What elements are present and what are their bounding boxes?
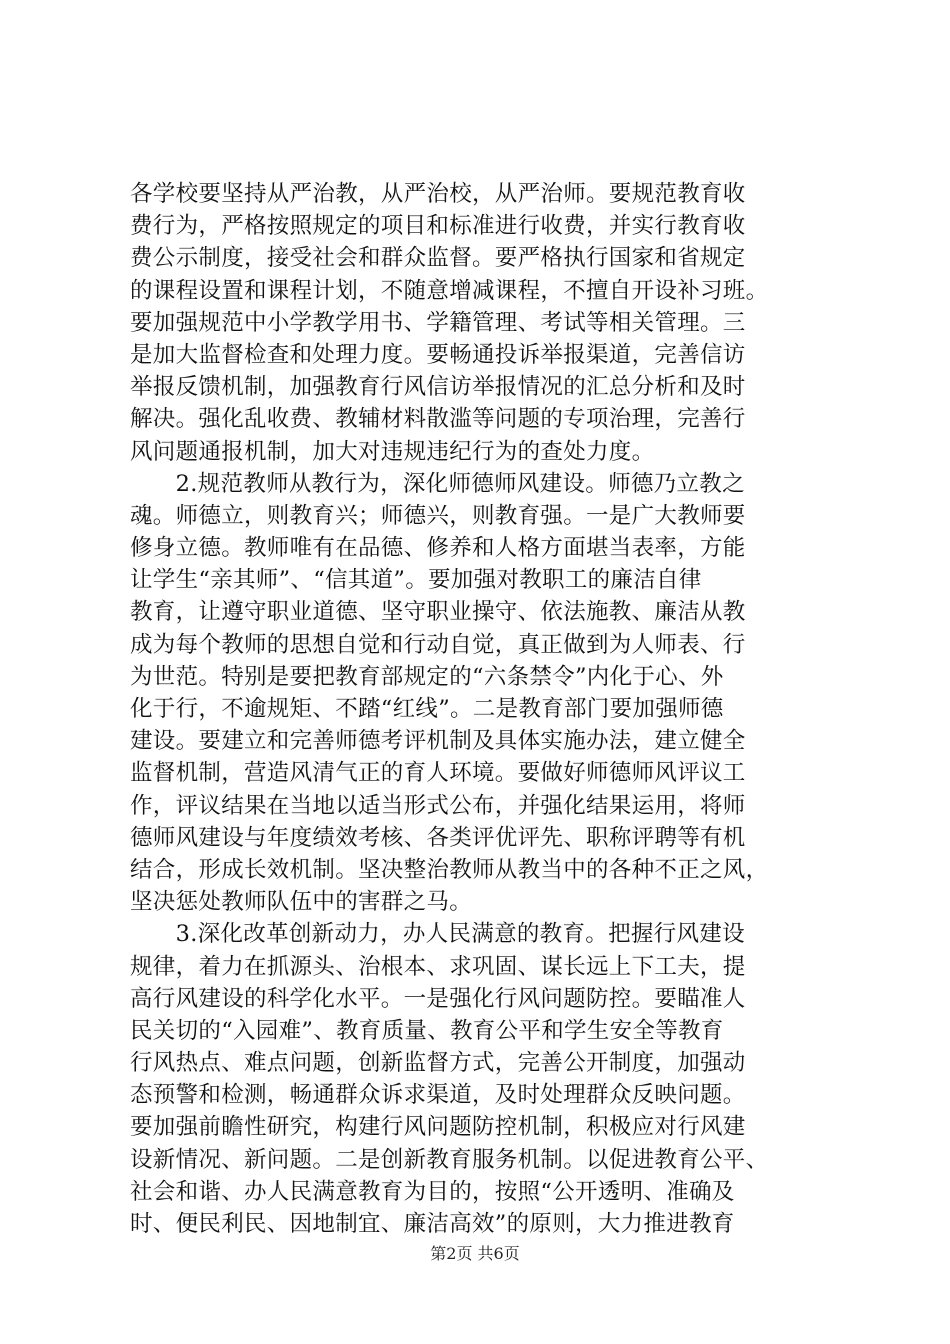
text-line: 高行风建设的科学化水平。一是强化行风问题防控。要瞄准人 bbox=[130, 985, 746, 1012]
text-line: 教育，让遵守职业道德、坚守职业操守、依法施教、廉洁从教 bbox=[130, 599, 746, 626]
text-line: 要加强前瞻性研究，构建行风问题防控机制，积极应对行风建 bbox=[130, 1114, 746, 1141]
text-line: 修身立德。教师唯有在品德、修养和人格方面堪当表率，方能 bbox=[130, 535, 746, 562]
text-line: 时、便民利民、因地制宜、廉洁高效”的原则，大力推进教育 bbox=[130, 1211, 735, 1237]
text-line: 化于行，不逾规矩、不踏“红线”。二是教育部门要加强师德 bbox=[130, 696, 724, 722]
text-line: 态预警和检测，畅通群众诉求渠道，及时处理群众反映问题。 bbox=[130, 1082, 746, 1109]
text-line: 是加大监督检查和处理力度。要畅通投诉举报渠道，完善信访 bbox=[130, 341, 746, 368]
text-line: 费行为，严格按照规定的项目和标准进行收费，并实行教育收 bbox=[130, 213, 746, 240]
text-line: 各学校要坚持从严治教，从严治校，从严治师。要规范教育收 bbox=[130, 181, 746, 207]
text-line: 民关切的“入园难”、教育质量、教育公平和学生安全等教育 bbox=[130, 1017, 724, 1044]
document-body bbox=[130, 178, 850, 1240]
text-line: 魂。师德立，则教育兴；师德兴，则教育强。一是广大教师要 bbox=[130, 502, 746, 529]
text-line: 坚决惩处教师队伍中的害群之马。 bbox=[130, 889, 473, 916]
text-line: 作，评议结果在当地以适当形式公布，并强化结果运用，将师 bbox=[130, 792, 746, 819]
text-line: 风问题通报机制，加大对违规违纪行为的查处力度。 bbox=[130, 438, 655, 465]
text-line: 解决。强化乱收费、教辅材料散滥等问题的专项治理，完善行 bbox=[130, 406, 746, 433]
text-line: 结合，形成长效机制。坚决整治教师从教当中的各种不正之风， bbox=[130, 856, 769, 883]
text-line: 费公示制度，接受社会和群众监督。要严格执行国家和省规定 bbox=[130, 245, 746, 272]
text-line: 的课程设置和课程计划，不随意增减课程，不擅自开设补习班。 bbox=[130, 277, 769, 304]
text-line: 社会和谐、办人民满意教育为目的，按照“公开透明、准确及 bbox=[130, 1178, 735, 1205]
text-line: 让学生“亲其师”、“信其道”。要加强对教职工的廉洁自律 bbox=[130, 567, 702, 594]
text-line: 监督机制，营造风清气正的育人环境。要做好师德师风评议工 bbox=[130, 760, 746, 787]
text-line: 设新情况、新问题。二是创新教育服务机制。以促进教育公平、 bbox=[130, 1146, 769, 1173]
text-line: 德师风建设与年度绩效考核、各类评优评先、职称评聘等有机 bbox=[130, 824, 746, 851]
text-line: 行风热点、难点问题，创新监督方式，完善公开制度，加强动 bbox=[130, 1050, 746, 1077]
text-line: 为世范。特别是要把教育部规定的“六条禁令”内化于心、外 bbox=[130, 663, 724, 690]
text-line: 举报反馈机制，加强教育行风信访举报情况的汇总分析和及时 bbox=[130, 374, 746, 401]
text-line: 规律，着力在抓源头、治根本、求巩固、谋长远上下工夫，提 bbox=[130, 953, 746, 980]
text-line: 成为每个教师的思想自觉和行动自觉，真正做到为人师表、行 bbox=[130, 631, 746, 658]
text-line: 3.深化改革创新动力，办人民满意的教育。把握行风建设 bbox=[130, 921, 745, 948]
text-line: 要加强规范中小学教学用书、学籍管理、考试等相关管理。三 bbox=[130, 309, 746, 336]
page-footer: 第2页 共6页 bbox=[430, 1244, 520, 1263]
text-line: 建设。要建立和完善师德考评机制及具体实施办法，建立健全 bbox=[130, 728, 746, 755]
text-line: 2.规范教师从教行为，深化师德师风建设。师德乃立教之 bbox=[130, 470, 745, 497]
